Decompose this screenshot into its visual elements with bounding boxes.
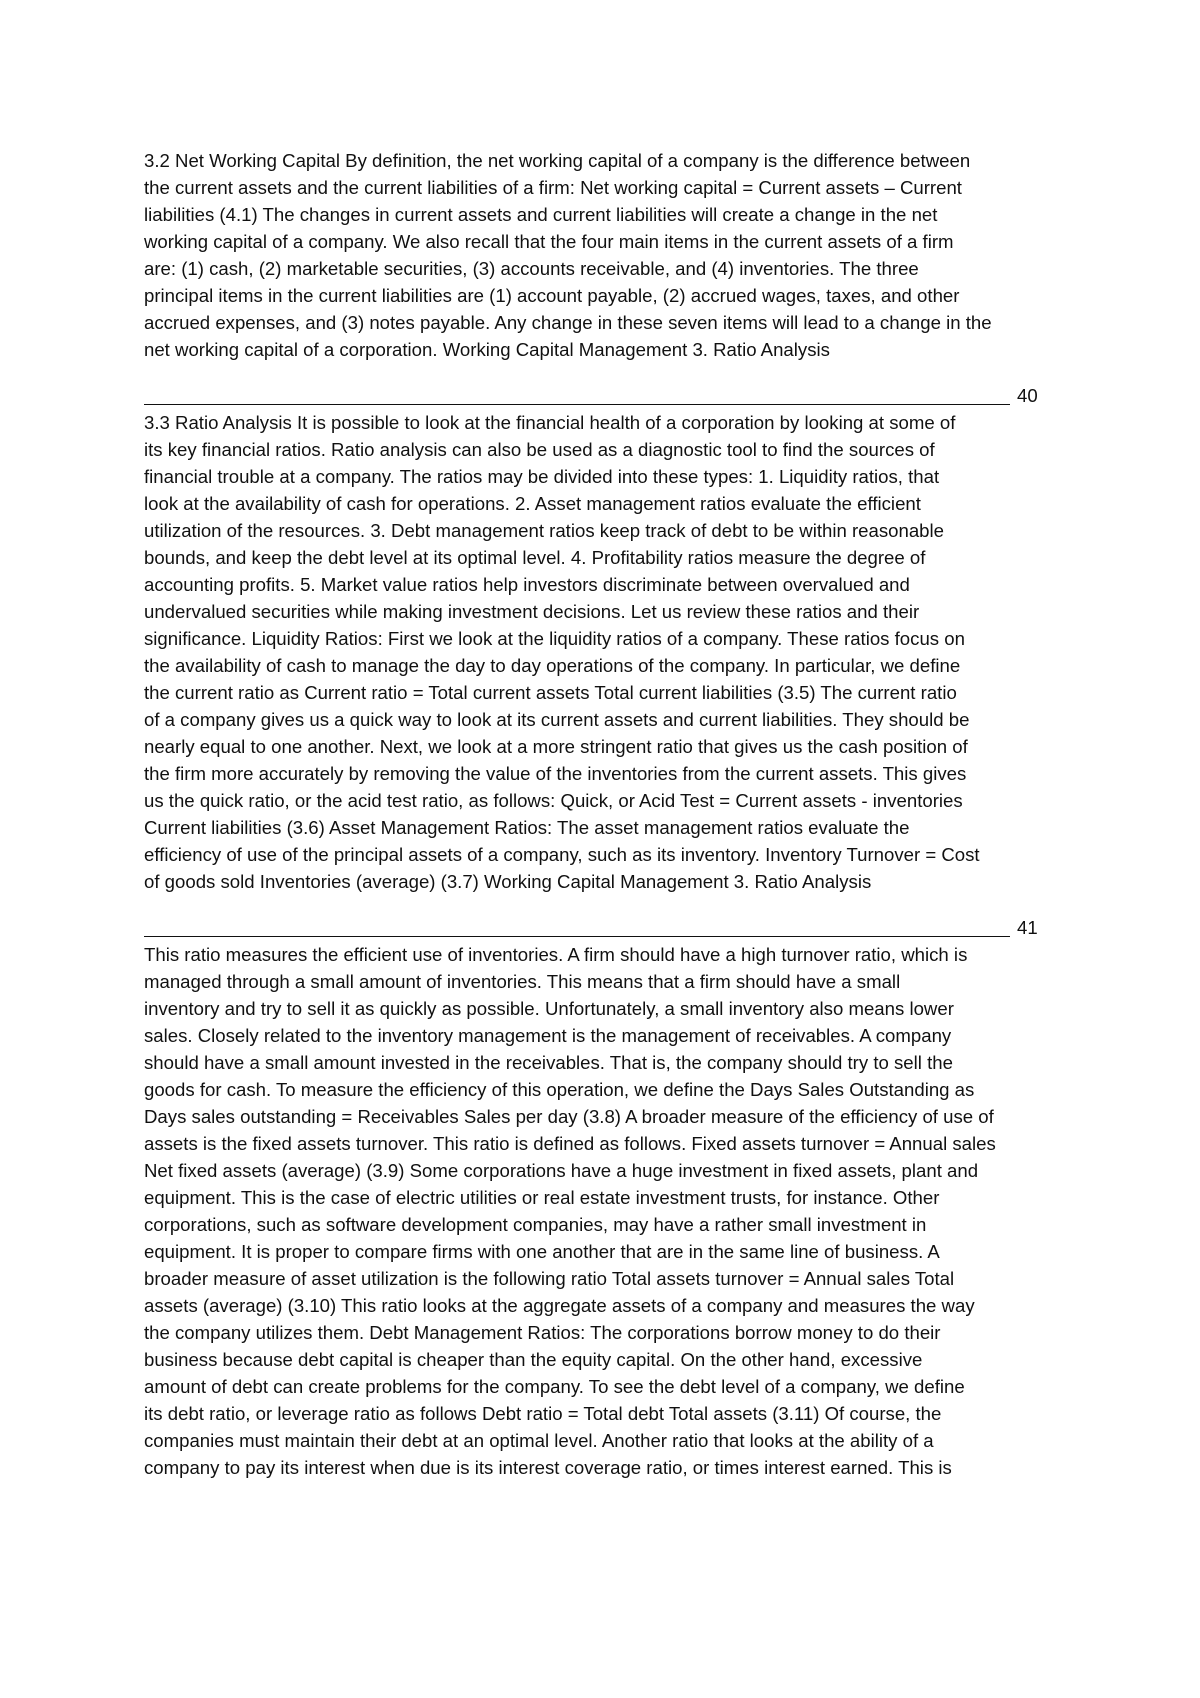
text-line: companies must maintain their debt at an optimal level. Another ratio that looks at the ability of a [144, 1430, 934, 1451]
text-line: nearly equal to one another. Next, we look at a more stringent ratio that gives us the cash position of [144, 736, 968, 757]
page-number: 40 [1017, 385, 1038, 406]
text-line: sales. Closely related to the inventory management is the management of receivables. A company [144, 1025, 952, 1046]
text-line: This ratio measures the efficient use of inventories. A firm should have a high turnover ratio, which is [144, 944, 968, 965]
text-line: goods for cash. To measure the efficiency of this operation, we define the Days Sales Outstanding as [144, 1079, 975, 1100]
text-line: of a company gives us a quick way to look at its current assets and current liabilities. They should be [144, 709, 970, 730]
page-break [144, 384, 1064, 410]
text-line: equipment. It is proper to compare firms with one another that are in the same line of business. A [144, 1241, 940, 1262]
text-line: equipment. This is the case of electric utilities or real estate investment trusts, for instance. Other [144, 1187, 940, 1208]
text-line: Current liabilities (3.6) Asset Management Ratios: The asset management ratios evaluate the [144, 817, 910, 838]
text-line: should have a small amount invested in the receivables. That is, the company should try to sell the [144, 1052, 953, 1073]
text-line: its debt ratio, or leverage ratio as follows Debt ratio = Total debt Total assets (3.11) Of course, the [144, 1403, 942, 1424]
page-number: 41 [1017, 917, 1038, 938]
text-line: bounds, and keep the debt level at its optimal level. 4. Profitability ratios measure the degree of [144, 547, 926, 568]
text-line: are: (1) cash, (2) marketable securities, (3) accounts receivable, and (4) inventories. The three [144, 258, 919, 279]
text-line: liabilities (4.1) The changes in current assets and current liabilities will create a change in the net [144, 204, 938, 225]
text-line: the company utilizes them. Debt Management Ratios: The corporations borrow money to do their [144, 1322, 941, 1343]
text-line: accrued expenses, and (3) notes payable. Any change in these seven items will lead to a change in the [144, 312, 992, 333]
page-break [144, 916, 1064, 942]
text-line: assets (average) (3.10) This ratio looks at the aggregate assets of a company and measures the way [144, 1295, 975, 1316]
text-line: assets is the fixed assets turnover. This ratio is defined as follows. Fixed assets turnover = Annual sales [144, 1133, 996, 1154]
text-line: amount of debt can create problems for the company. To see the debt level of a company, we define [144, 1376, 965, 1397]
page-break-rule [144, 404, 1010, 405]
text-line: significance. Liquidity Ratios: First we look at the liquidity ratios of a company. These ratios focus on [144, 628, 965, 649]
text-line: utilization of the resources. 3. Debt management ratios keep track of debt to be within reasonable [144, 520, 944, 541]
text-line: us the quick ratio, or the acid test ratio, as follows: Quick, or Acid Test = Current assets - inventories [144, 790, 963, 811]
text-line: look at the availability of cash for operations. 2. Asset management ratios evaluate the efficient [144, 493, 921, 514]
text-line: financial trouble at a company. The ratios may be divided into these types: 1. Liquidity ratios, that [144, 466, 940, 487]
text-line: accounting profits. 5. Market value ratios help investors discriminate between overvalued and [144, 574, 910, 595]
text-line: working capital of a company. We also recall that the four main items in the current assets of a firm [144, 231, 954, 252]
text-line: the firm more accurately by removing the value of the inventories from the current assets. This gives [144, 763, 967, 784]
text-line: the current ratio as Current ratio = Total current assets Total current liabilities (3.5) The current ratio [144, 682, 957, 703]
text-line: corporations, such as software development companies, may have a rather small investment in [144, 1214, 927, 1235]
text-line: net working capital of a corporation. Working Capital Management 3. Ratio Analysis [144, 339, 830, 360]
text-line: efficiency of use of the principal assets of a company, such as its inventory. Inventory Turnover = Cost [144, 844, 980, 865]
text-line: of goods sold Inventories (average) (3.7) Working Capital Management 3. Ratio Analysis [144, 871, 872, 892]
text-line: undervalued securities while making investment decisions. Let us review these ratios and their [144, 601, 920, 622]
text-line: the availability of cash to manage the day to day operations of the company. In particular, we define [144, 655, 961, 676]
text-line: its key financial ratios. Ratio analysis can also be used as a diagnostic tool to find the sources of [144, 439, 935, 460]
text-line: inventory and try to sell it as quickly as possible. Unfortunately, a small inventory also means lower [144, 998, 954, 1019]
text-line: company to pay its interest when due is its interest coverage ratio, or times interest earned. This is [144, 1457, 952, 1478]
text-line: broader measure of asset utilization is the following ratio Total assets turnover = Annual sales Total [144, 1268, 955, 1289]
page-break-rule [144, 936, 1010, 937]
text-line: the current assets and the current liabilities of a firm: Net working capital = Current assets – Current [144, 177, 962, 198]
text-line: principal items in the current liabilities are (1) account payable, (2) accrued wages, taxes, and other [144, 285, 960, 306]
text-line: Net fixed assets (average) (3.9) Some corporations have a huge investment in fixed assets, plant and [144, 1160, 979, 1181]
text-line: 3.3 Ratio Analysis It is possible to look at the financial health of a corporation by looking at some of [144, 412, 956, 433]
text-line: 3.2 Net Working Capital By definition, the net working capital of a company is the difference between [144, 150, 971, 171]
text-line: Days sales outstanding = Receivables Sales per day (3.8) A broader measure of the efficiency of use of [144, 1106, 994, 1127]
text-line: business because debt capital is cheaper than the equity capital. On the other hand, excessive [144, 1349, 923, 1370]
text-line: managed through a small amount of inventories. This means that a firm should have a small [144, 971, 901, 992]
